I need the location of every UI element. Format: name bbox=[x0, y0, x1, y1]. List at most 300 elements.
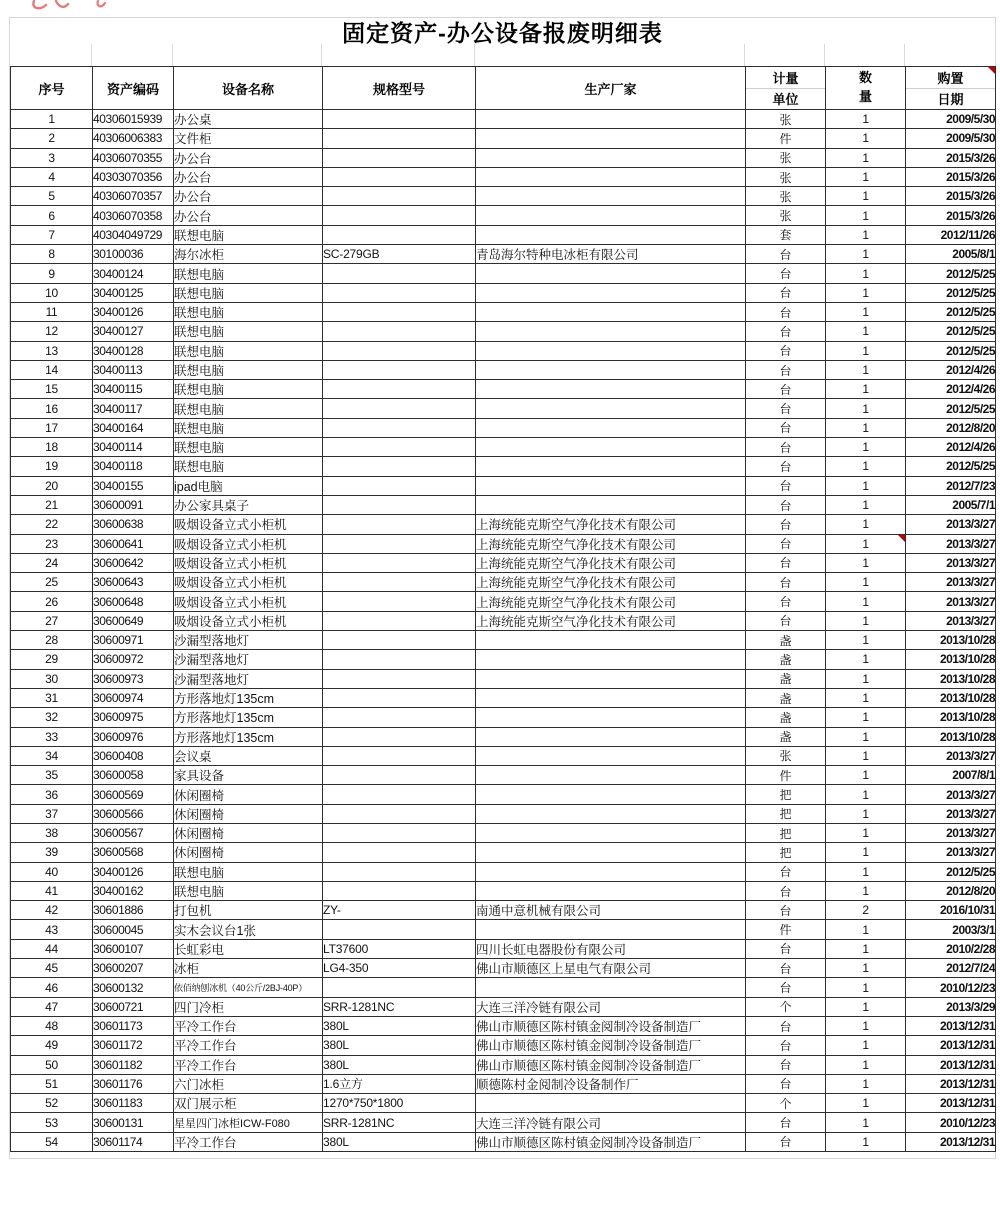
cell-qty[interactable]: 1 bbox=[826, 360, 906, 379]
cell-qty[interactable]: 1 bbox=[826, 959, 906, 978]
cell-unit[interactable]: 台 bbox=[746, 611, 826, 630]
cell-purchase-date[interactable]: 2010/2/28 bbox=[906, 939, 996, 958]
cell-manufacturer[interactable] bbox=[476, 785, 746, 804]
cell-device-name[interactable]: 文件柜 bbox=[174, 129, 323, 148]
cell-asset-code[interactable]: 30400125 bbox=[93, 283, 174, 302]
cell-seq[interactable]: 33 bbox=[11, 727, 93, 746]
cell-seq[interactable]: 12 bbox=[11, 322, 93, 341]
cell-manufacturer[interactable] bbox=[476, 264, 746, 283]
cell-unit[interactable]: 台 bbox=[746, 245, 826, 264]
cell-seq[interactable]: 4 bbox=[11, 167, 93, 186]
cell-asset-code[interactable]: 30601182 bbox=[93, 1055, 174, 1074]
cell-manufacturer[interactable] bbox=[476, 823, 746, 842]
cell-seq[interactable]: 25 bbox=[11, 573, 93, 592]
cell-seq[interactable]: 7 bbox=[11, 225, 93, 244]
cell-purchase-date[interactable]: 2012/5/25 bbox=[906, 862, 996, 881]
cell-asset-code[interactable]: 30600642 bbox=[93, 553, 174, 572]
cell-seq[interactable]: 6 bbox=[11, 206, 93, 225]
header-manufacturer[interactable]: 生产厂家 bbox=[476, 67, 746, 110]
header-asset-code[interactable]: 资产编码 bbox=[93, 67, 174, 110]
cell-purchase-date[interactable]: 2012/5/25 bbox=[906, 283, 996, 302]
cell-unit[interactable]: 套 bbox=[746, 225, 826, 244]
cell-unit[interactable]: 盏 bbox=[746, 688, 826, 707]
cell-spec-model[interactable] bbox=[323, 746, 476, 765]
cell-asset-code[interactable]: 30601176 bbox=[93, 1074, 174, 1093]
cell-seq[interactable]: 51 bbox=[11, 1074, 93, 1093]
cell-device-name[interactable]: 平冷工作台 bbox=[174, 1036, 323, 1055]
cell-qty[interactable]: 1 bbox=[826, 804, 906, 823]
cell-purchase-date[interactable]: 2012/8/20 bbox=[906, 881, 996, 900]
cell-manufacturer[interactable] bbox=[476, 110, 746, 129]
cell-qty[interactable]: 1 bbox=[826, 206, 906, 225]
cell-asset-code[interactable]: 30600107 bbox=[93, 939, 174, 958]
cell-seq[interactable]: 21 bbox=[11, 495, 93, 514]
cell-purchase-date[interactable]: 2013/3/27 bbox=[906, 804, 996, 823]
cell-purchase-date[interactable]: 2013/10/28 bbox=[906, 650, 996, 669]
cell-asset-code[interactable]: 30600132 bbox=[93, 978, 174, 997]
cell-device-name[interactable]: 方形落地灯135cm bbox=[174, 708, 323, 727]
cell-seq[interactable]: 41 bbox=[11, 881, 93, 900]
cell-qty[interactable]: 1 bbox=[826, 997, 906, 1016]
cell-seq[interactable]: 2 bbox=[11, 129, 93, 148]
cell-asset-code[interactable]: 30600975 bbox=[93, 708, 174, 727]
cell-spec-model[interactable]: 380L bbox=[323, 1016, 476, 1035]
cell-qty[interactable]: 1 bbox=[826, 129, 906, 148]
cell-seq[interactable]: 35 bbox=[11, 766, 93, 785]
cell-spec-model[interactable] bbox=[323, 920, 476, 939]
cell-spec-model[interactable] bbox=[323, 225, 476, 244]
cell-qty[interactable]: 1 bbox=[826, 341, 906, 360]
cell-manufacturer[interactable]: 四川长虹电器股份有限公司 bbox=[476, 939, 746, 958]
cell-spec-model[interactable] bbox=[323, 380, 476, 399]
cell-seq[interactable]: 1 bbox=[11, 110, 93, 129]
cell-unit[interactable]: 台 bbox=[746, 399, 826, 418]
cell-device-name[interactable]: 联想电脑 bbox=[174, 881, 323, 900]
cell-seq[interactable]: 46 bbox=[11, 978, 93, 997]
cell-asset-code[interactable]: 30400117 bbox=[93, 399, 174, 418]
cell-unit[interactable]: 台 bbox=[746, 360, 826, 379]
cell-manufacturer[interactable]: 青岛海尔特种电冰柜有限公司 bbox=[476, 245, 746, 264]
cell-device-name[interactable]: 联想电脑 bbox=[174, 360, 323, 379]
cell-spec-model[interactable] bbox=[323, 495, 476, 514]
cell-qty[interactable]: 1 bbox=[826, 727, 906, 746]
cell-purchase-date[interactable]: 2012/5/25 bbox=[906, 457, 996, 476]
cell-seq[interactable]: 10 bbox=[11, 283, 93, 302]
cell-seq[interactable]: 5 bbox=[11, 187, 93, 206]
cell-purchase-date[interactable]: 2015/3/26 bbox=[906, 187, 996, 206]
cell-device-name[interactable]: 长虹彩电 bbox=[174, 939, 323, 958]
cell-manufacturer[interactable] bbox=[476, 862, 746, 881]
cell-purchase-date[interactable]: 2016/10/31 bbox=[906, 901, 996, 920]
cell-qty[interactable]: 1 bbox=[826, 1036, 906, 1055]
cell-spec-model[interactable] bbox=[323, 573, 476, 592]
cell-purchase-date[interactable]: 2013/12/31 bbox=[906, 1055, 996, 1074]
cell-unit[interactable]: 台 bbox=[746, 959, 826, 978]
cell-asset-code[interactable]: 30600408 bbox=[93, 746, 174, 765]
cell-manufacturer[interactable] bbox=[476, 360, 746, 379]
cell-seq[interactable]: 17 bbox=[11, 418, 93, 437]
cell-unit[interactable]: 把 bbox=[746, 843, 826, 862]
cell-unit[interactable]: 张 bbox=[746, 110, 826, 129]
cell-spec-model[interactable] bbox=[323, 418, 476, 437]
cell-asset-code[interactable]: 30600207 bbox=[93, 959, 174, 978]
cell-seq[interactable]: 53 bbox=[11, 1113, 93, 1132]
blank-spacer-row[interactable] bbox=[10, 44, 995, 66]
cell-spec-model[interactable] bbox=[323, 283, 476, 302]
cell-purchase-date[interactable]: 2012/5/25 bbox=[906, 341, 996, 360]
cell-device-name[interactable]: 联想电脑 bbox=[174, 457, 323, 476]
cell-device-name[interactable]: 方形落地灯135cm bbox=[174, 727, 323, 746]
cell-device-name[interactable]: 联想电脑 bbox=[174, 418, 323, 437]
cell-device-name[interactable]: 联想电脑 bbox=[174, 283, 323, 302]
cell-unit[interactable]: 台 bbox=[746, 939, 826, 958]
cell-spec-model[interactable] bbox=[323, 592, 476, 611]
cell-seq[interactable]: 30 bbox=[11, 669, 93, 688]
cell-spec-model[interactable]: 380L bbox=[323, 1132, 476, 1151]
cell-unit[interactable]: 台 bbox=[746, 881, 826, 900]
cell-device-name[interactable]: ipad电脑 bbox=[174, 476, 323, 495]
cell-manufacturer[interactable] bbox=[476, 727, 746, 746]
cell-spec-model[interactable]: LG4-350 bbox=[323, 959, 476, 978]
cell-unit[interactable]: 张 bbox=[746, 148, 826, 167]
cell-seq[interactable]: 38 bbox=[11, 823, 93, 842]
cell-spec-model[interactable] bbox=[323, 823, 476, 842]
cell-device-name[interactable]: 联想电脑 bbox=[174, 225, 323, 244]
cell-spec-model[interactable] bbox=[323, 881, 476, 900]
cell-unit[interactable]: 把 bbox=[746, 823, 826, 842]
cell-asset-code[interactable]: 30600566 bbox=[93, 804, 174, 823]
cell-spec-model[interactable] bbox=[323, 727, 476, 746]
cell-manufacturer[interactable] bbox=[476, 302, 746, 321]
cell-purchase-date[interactable]: 2005/8/1 bbox=[906, 245, 996, 264]
cell-spec-model[interactable] bbox=[323, 978, 476, 997]
cell-seq[interactable]: 14 bbox=[11, 360, 93, 379]
cell-device-name[interactable]: 沙漏型落地灯 bbox=[174, 669, 323, 688]
cell-device-name[interactable]: 会议桌 bbox=[174, 746, 323, 765]
cell-purchase-date[interactable]: 2013/3/27 bbox=[906, 573, 996, 592]
cell-manufacturer[interactable] bbox=[476, 225, 746, 244]
cell-device-name[interactable]: 办公家具桌子 bbox=[174, 495, 323, 514]
cell-asset-code[interactable]: 30600058 bbox=[93, 766, 174, 785]
cell-asset-code[interactable]: 30600648 bbox=[93, 592, 174, 611]
cell-qty[interactable]: 1 bbox=[826, 611, 906, 630]
cell-device-name[interactable]: 冰柜 bbox=[174, 959, 323, 978]
cell-device-name[interactable]: 方形落地灯135cm bbox=[174, 688, 323, 707]
cell-asset-code[interactable]: 30600638 bbox=[93, 515, 174, 534]
cell-unit[interactable]: 盏 bbox=[746, 650, 826, 669]
cell-qty[interactable]: 1 bbox=[826, 302, 906, 321]
cell-manufacturer[interactable] bbox=[476, 843, 746, 862]
cell-device-name[interactable]: 沙漏型落地灯 bbox=[174, 650, 323, 669]
cell-spec-model[interactable] bbox=[323, 611, 476, 630]
cell-device-name[interactable]: 联想电脑 bbox=[174, 380, 323, 399]
cell-spec-model[interactable] bbox=[323, 438, 476, 457]
cell-qty[interactable]: 1 bbox=[826, 785, 906, 804]
cell-purchase-date[interactable]: 2012/7/23 bbox=[906, 476, 996, 495]
cell-seq[interactable]: 42 bbox=[11, 901, 93, 920]
cell-manufacturer[interactable] bbox=[476, 708, 746, 727]
cell-manufacturer[interactable]: 佛山市顺德区陈村镇金阅制冷设备制造厂 bbox=[476, 1036, 746, 1055]
cell-seq[interactable]: 13 bbox=[11, 341, 93, 360]
cell-spec-model[interactable] bbox=[323, 708, 476, 727]
cell-unit[interactable]: 把 bbox=[746, 804, 826, 823]
cell-unit[interactable]: 台 bbox=[746, 901, 826, 920]
cell-seq[interactable]: 22 bbox=[11, 515, 93, 534]
cell-spec-model[interactable] bbox=[323, 110, 476, 129]
cell-qty[interactable]: 1 bbox=[826, 978, 906, 997]
cell-purchase-date[interactable]: 2013/3/27 bbox=[906, 592, 996, 611]
cell-device-name[interactable]: 休闲圈椅 bbox=[174, 804, 323, 823]
cell-device-name[interactable]: 吸烟设备立式小柜机 bbox=[174, 573, 323, 592]
cell-unit[interactable]: 张 bbox=[746, 167, 826, 186]
cell-spec-model[interactable]: SRR-1281NC bbox=[323, 997, 476, 1016]
cell-manufacturer[interactable] bbox=[476, 399, 746, 418]
cell-asset-code[interactable]: 30600972 bbox=[93, 650, 174, 669]
cell-unit[interactable]: 台 bbox=[746, 1132, 826, 1151]
cell-purchase-date[interactable]: 2013/10/28 bbox=[906, 727, 996, 746]
cell-purchase-date[interactable]: 2013/3/27 bbox=[906, 534, 996, 553]
cell-asset-code[interactable]: 30400124 bbox=[93, 264, 174, 283]
cell-asset-code[interactable]: 30600974 bbox=[93, 688, 174, 707]
cell-manufacturer[interactable]: 上海统能克斯空气净化技术有限公司 bbox=[476, 515, 746, 534]
cell-spec-model[interactable] bbox=[323, 785, 476, 804]
cell-asset-code[interactable]: 30400118 bbox=[93, 457, 174, 476]
cell-unit[interactable]: 台 bbox=[746, 438, 826, 457]
cell-manufacturer[interactable] bbox=[476, 650, 746, 669]
cell-unit[interactable]: 台 bbox=[746, 418, 826, 437]
cell-unit[interactable]: 盏 bbox=[746, 669, 826, 688]
cell-manufacturer[interactable]: 佛山市顺德区陈村镇金阅制冷设备制造厂 bbox=[476, 1055, 746, 1074]
cell-device-name[interactable]: 联想电脑 bbox=[174, 399, 323, 418]
cell-purchase-date[interactable]: 2010/12/23 bbox=[906, 1113, 996, 1132]
cell-seq[interactable]: 49 bbox=[11, 1036, 93, 1055]
cell-unit[interactable]: 台 bbox=[746, 573, 826, 592]
cell-qty[interactable]: 1 bbox=[826, 322, 906, 341]
cell-unit[interactable]: 张 bbox=[746, 746, 826, 765]
cell-manufacturer[interactable] bbox=[476, 746, 746, 765]
cell-purchase-date[interactable]: 2012/5/25 bbox=[906, 302, 996, 321]
cell-asset-code[interactable]: 30600976 bbox=[93, 727, 174, 746]
cell-spec-model[interactable] bbox=[323, 553, 476, 572]
cell-asset-code[interactable]: 30400115 bbox=[93, 380, 174, 399]
cell-qty[interactable]: 1 bbox=[826, 573, 906, 592]
cell-qty[interactable]: 1 bbox=[826, 110, 906, 129]
cell-qty[interactable]: 1 bbox=[826, 746, 906, 765]
cell-device-name[interactable]: 吸烟设备立式小柜机 bbox=[174, 592, 323, 611]
cell-spec-model[interactable]: 1.6立方 bbox=[323, 1074, 476, 1093]
cell-asset-code[interactable]: 30400162 bbox=[93, 881, 174, 900]
cell-spec-model[interactable] bbox=[323, 650, 476, 669]
cell-purchase-date[interactable]: 2013/12/31 bbox=[906, 1016, 996, 1035]
cell-seq[interactable]: 31 bbox=[11, 688, 93, 707]
cell-seq[interactable]: 28 bbox=[11, 631, 93, 650]
cell-spec-model[interactable] bbox=[323, 476, 476, 495]
cell-qty[interactable]: 1 bbox=[826, 495, 906, 514]
cell-unit[interactable]: 台 bbox=[746, 302, 826, 321]
cell-manufacturer[interactable] bbox=[476, 920, 746, 939]
cell-qty[interactable]: 1 bbox=[826, 1016, 906, 1035]
cell-device-name[interactable]: 联想电脑 bbox=[174, 302, 323, 321]
cell-asset-code[interactable]: 40306070358 bbox=[93, 206, 174, 225]
cell-qty[interactable]: 1 bbox=[826, 1132, 906, 1151]
cell-qty[interactable]: 1 bbox=[826, 1055, 906, 1074]
cell-unit[interactable]: 台 bbox=[746, 457, 826, 476]
cell-purchase-date[interactable]: 2013/12/31 bbox=[906, 1132, 996, 1151]
cell-manufacturer[interactable] bbox=[476, 418, 746, 437]
cell-device-name[interactable]: 休闲圈椅 bbox=[174, 823, 323, 842]
cell-device-name[interactable]: 办公桌 bbox=[174, 110, 323, 129]
cell-qty[interactable]: 1 bbox=[826, 843, 906, 862]
cell-spec-model[interactable]: 1270*750*1800 bbox=[323, 1094, 476, 1113]
cell-spec-model[interactable] bbox=[323, 862, 476, 881]
cell-device-name[interactable]: 办公台 bbox=[174, 187, 323, 206]
cell-asset-code[interactable]: 30600641 bbox=[93, 534, 174, 553]
cell-purchase-date[interactable]: 2015/3/26 bbox=[906, 148, 996, 167]
cell-asset-code[interactable]: 30601886 bbox=[93, 901, 174, 920]
cell-asset-code[interactable]: 40304049729 bbox=[93, 225, 174, 244]
cell-asset-code[interactable]: 30600643 bbox=[93, 573, 174, 592]
cell-seq[interactable]: 45 bbox=[11, 959, 93, 978]
cell-qty[interactable]: 1 bbox=[826, 1094, 906, 1113]
cell-device-name[interactable]: 办公台 bbox=[174, 167, 323, 186]
cell-unit[interactable]: 台 bbox=[746, 1036, 826, 1055]
cell-device-name[interactable]: 沙漏型落地灯 bbox=[174, 631, 323, 650]
cell-seq[interactable]: 34 bbox=[11, 746, 93, 765]
cell-purchase-date[interactable]: 2012/5/25 bbox=[906, 399, 996, 418]
cell-unit[interactable]: 台 bbox=[746, 862, 826, 881]
cell-device-name[interactable]: 六门冰柜 bbox=[174, 1074, 323, 1093]
cell-unit[interactable]: 把 bbox=[746, 785, 826, 804]
cell-manufacturer[interactable] bbox=[476, 495, 746, 514]
cell-device-name[interactable]: 实木会议台1张 bbox=[174, 920, 323, 939]
cell-manufacturer[interactable] bbox=[476, 148, 746, 167]
cell-asset-code[interactable]: 40306015939 bbox=[93, 110, 174, 129]
cell-asset-code[interactable]: 30601174 bbox=[93, 1132, 174, 1151]
cell-seq[interactable]: 20 bbox=[11, 476, 93, 495]
cell-qty[interactable]: 1 bbox=[826, 515, 906, 534]
cell-device-name[interactable]: 双门展示柜 bbox=[174, 1094, 323, 1113]
cell-device-name[interactable]: 吸烟设备立式小柜机 bbox=[174, 515, 323, 534]
cell-spec-model[interactable] bbox=[323, 843, 476, 862]
cell-device-name[interactable]: 联想电脑 bbox=[174, 862, 323, 881]
cell-seq[interactable]: 11 bbox=[11, 302, 93, 321]
cell-purchase-date[interactable]: 2012/4/26 bbox=[906, 438, 996, 457]
cell-purchase-date[interactable]: 2015/3/26 bbox=[906, 206, 996, 225]
cell-spec-model[interactable] bbox=[323, 631, 476, 650]
cell-device-name[interactable]: 办公台 bbox=[174, 148, 323, 167]
cell-asset-code[interactable]: 30600973 bbox=[93, 669, 174, 688]
cell-seq[interactable]: 48 bbox=[11, 1016, 93, 1035]
cell-manufacturer[interactable] bbox=[476, 438, 746, 457]
cell-spec-model[interactable]: ZY- bbox=[323, 901, 476, 920]
cell-qty[interactable]: 1 bbox=[826, 283, 906, 302]
cell-qty[interactable]: 1 bbox=[826, 669, 906, 688]
cell-seq[interactable]: 32 bbox=[11, 708, 93, 727]
cell-purchase-date[interactable]: 2013/3/27 bbox=[906, 823, 996, 842]
cell-seq[interactable]: 52 bbox=[11, 1094, 93, 1113]
cell-seq[interactable]: 15 bbox=[11, 380, 93, 399]
cell-manufacturer[interactable] bbox=[476, 766, 746, 785]
cell-seq[interactable]: 39 bbox=[11, 843, 93, 862]
cell-spec-model[interactable] bbox=[323, 264, 476, 283]
cell-qty[interactable]: 1 bbox=[826, 1074, 906, 1093]
cell-device-name[interactable]: 办公台 bbox=[174, 206, 323, 225]
cell-asset-code[interactable]: 30600091 bbox=[93, 495, 174, 514]
cell-device-name[interactable]: 吸烟设备立式小柜机 bbox=[174, 611, 323, 630]
cell-unit[interactable]: 台 bbox=[746, 264, 826, 283]
cell-spec-model[interactable] bbox=[323, 457, 476, 476]
cell-seq[interactable]: 44 bbox=[11, 939, 93, 958]
cell-device-name[interactable]: 联想电脑 bbox=[174, 341, 323, 360]
cell-device-name[interactable]: 联想电脑 bbox=[174, 264, 323, 283]
cell-seq[interactable]: 19 bbox=[11, 457, 93, 476]
cell-unit[interactable]: 台 bbox=[746, 283, 826, 302]
cell-seq[interactable]: 47 bbox=[11, 997, 93, 1016]
cell-manufacturer[interactable] bbox=[476, 283, 746, 302]
cell-spec-model[interactable] bbox=[323, 766, 476, 785]
cell-manufacturer[interactable] bbox=[476, 631, 746, 650]
cell-manufacturer[interactable]: 上海统能克斯空气净化技术有限公司 bbox=[476, 592, 746, 611]
cell-unit[interactable]: 台 bbox=[746, 592, 826, 611]
cell-unit[interactable]: 台 bbox=[746, 978, 826, 997]
cell-seq[interactable]: 23 bbox=[11, 534, 93, 553]
cell-unit[interactable]: 台 bbox=[746, 1055, 826, 1074]
cell-manufacturer[interactable] bbox=[476, 476, 746, 495]
cell-spec-model[interactable] bbox=[323, 322, 476, 341]
cell-asset-code[interactable]: 30400126 bbox=[93, 302, 174, 321]
cell-purchase-date[interactable]: 2012/11/26 bbox=[906, 225, 996, 244]
cell-qty[interactable]: 1 bbox=[826, 766, 906, 785]
cell-purchase-date[interactable]: 2013/3/27 bbox=[906, 746, 996, 765]
cell-qty[interactable]: 1 bbox=[826, 920, 906, 939]
cell-qty[interactable]: 1 bbox=[826, 167, 906, 186]
cell-asset-code[interactable]: 30600131 bbox=[93, 1113, 174, 1132]
cell-qty[interactable]: 1 bbox=[826, 380, 906, 399]
cell-qty[interactable]: 1 bbox=[826, 631, 906, 650]
cell-unit[interactable]: 张 bbox=[746, 206, 826, 225]
cell-purchase-date[interactable]: 2013/12/31 bbox=[906, 1074, 996, 1093]
cell-asset-code[interactable]: 30400114 bbox=[93, 438, 174, 457]
cell-unit[interactable]: 盏 bbox=[746, 708, 826, 727]
cell-device-name[interactable]: 家具设备 bbox=[174, 766, 323, 785]
cell-purchase-date[interactable]: 2012/4/26 bbox=[906, 360, 996, 379]
cell-asset-code[interactable]: 40306070357 bbox=[93, 187, 174, 206]
cell-spec-model[interactable] bbox=[323, 148, 476, 167]
cell-asset-code[interactable]: 40303070356 bbox=[93, 167, 174, 186]
cell-device-name[interactable]: 平冷工作台 bbox=[174, 1132, 323, 1151]
cell-unit[interactable]: 台 bbox=[746, 1113, 826, 1132]
cell-spec-model[interactable]: SC-279GB bbox=[323, 245, 476, 264]
cell-qty[interactable]: 1 bbox=[826, 264, 906, 283]
cell-asset-code[interactable]: 40306006383 bbox=[93, 129, 174, 148]
cell-purchase-date[interactable]: 2012/5/25 bbox=[906, 322, 996, 341]
cell-device-name[interactable]: 休闲圈椅 bbox=[174, 785, 323, 804]
cell-purchase-date[interactable]: 2013/12/31 bbox=[906, 1036, 996, 1055]
cell-seq[interactable]: 9 bbox=[11, 264, 93, 283]
cell-unit[interactable]: 盏 bbox=[746, 631, 826, 650]
cell-manufacturer[interactable]: 上海统能克斯空气净化技术有限公司 bbox=[476, 534, 746, 553]
cell-asset-code[interactable]: 30400126 bbox=[93, 862, 174, 881]
cell-device-name[interactable]: 吸烟设备立式小柜机 bbox=[174, 534, 323, 553]
cell-asset-code[interactable]: 30600569 bbox=[93, 785, 174, 804]
cell-seq[interactable]: 54 bbox=[11, 1132, 93, 1151]
cell-manufacturer[interactable]: 佛山市顺德区上星电气有限公司 bbox=[476, 959, 746, 978]
header-device-name[interactable]: 设备名称 bbox=[174, 67, 323, 110]
cell-unit[interactable]: 件 bbox=[746, 766, 826, 785]
cell-seq[interactable]: 40 bbox=[11, 862, 93, 881]
cell-qty[interactable]: 1 bbox=[826, 881, 906, 900]
cell-purchase-date[interactable]: 2003/3/1 bbox=[906, 920, 996, 939]
